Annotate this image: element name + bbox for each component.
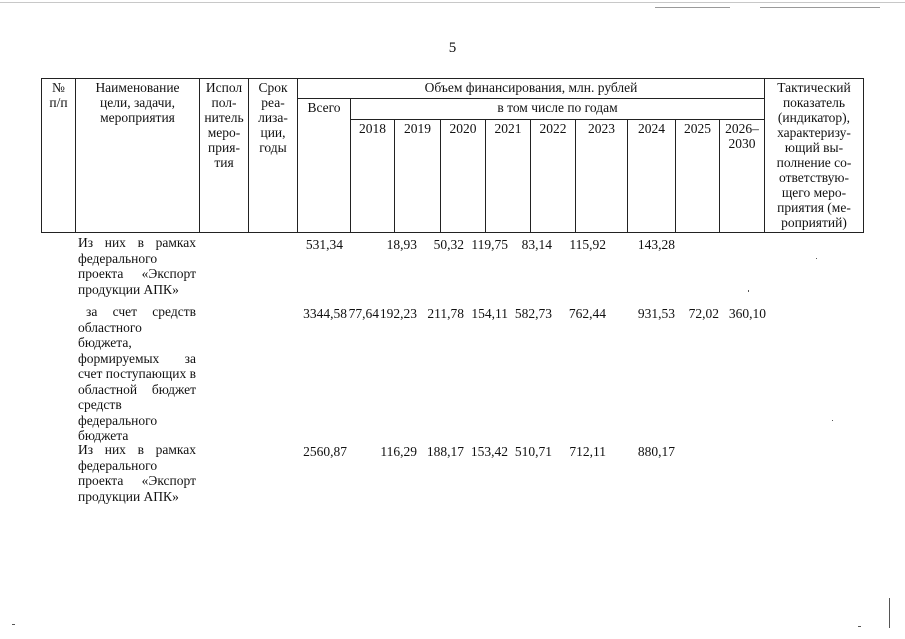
row-value-2021: 119,75 bbox=[471, 237, 508, 252]
header-indicator: Тактический показатель (индикатор), характеризу- ющий вы- полнение со- ответствую- щего меро- приятия (ме- роприятий) bbox=[765, 79, 864, 233]
row-value-2021: 154,11 bbox=[471, 306, 508, 321]
row-value-2019: 18,93 bbox=[386, 237, 417, 252]
scan-speck bbox=[832, 420, 833, 421]
header-funding: Объем финансирования, млн. рублей bbox=[298, 79, 765, 99]
row-label: Из них в рамках федерального проекта «Экспорт продукции АПК» bbox=[78, 235, 196, 297]
row-value-2021: 153,42 bbox=[470, 444, 508, 459]
header-year: 2020 bbox=[441, 120, 486, 233]
row-value-2018: 77,64 bbox=[348, 306, 379, 321]
row-total: 531,34 bbox=[305, 237, 343, 252]
row-label: за счет средств областного бюджета, формируемых за счет поступающих в областной бюджет средств федерального бюджета bbox=[78, 304, 196, 443]
header-by-years: в том числе по годам bbox=[351, 99, 765, 120]
scan-mark bbox=[655, 7, 730, 8]
header-year: 2026– 2030 bbox=[720, 120, 765, 233]
header-year: 2018 bbox=[351, 120, 395, 233]
header-year: 2024 bbox=[628, 120, 676, 233]
header-term: Срок реа- лиза- ции, годы bbox=[249, 79, 298, 233]
header-number: № п/п bbox=[42, 79, 76, 233]
row-value-2020: 188,17 bbox=[426, 444, 464, 459]
header-year: 2025 bbox=[676, 120, 720, 233]
scan-speck bbox=[816, 258, 817, 259]
row-value-2023: 762,44 bbox=[568, 306, 606, 321]
row-total: 2560,87 bbox=[303, 444, 347, 459]
header-year: 2023 bbox=[576, 120, 628, 233]
header-year: 2021 bbox=[486, 120, 531, 233]
header-name: Наименование цели, задачи, мероприятия bbox=[76, 79, 200, 233]
row-value-2022: 510,71 bbox=[514, 444, 552, 459]
row-value-2024: 143,28 bbox=[637, 237, 675, 252]
scan-speck bbox=[889, 598, 890, 628]
header-year: 2022 bbox=[531, 120, 576, 233]
row-value-2023: 115,92 bbox=[569, 237, 606, 252]
scan-speck bbox=[748, 290, 749, 292]
row-value-2020: 50,32 bbox=[433, 237, 464, 252]
row-value-2023: 712,11 bbox=[569, 444, 606, 459]
row-value-2019: 116,29 bbox=[380, 444, 417, 459]
row-value-2019: 192,23 bbox=[379, 306, 417, 321]
row-value-2025: 72,02 bbox=[688, 306, 719, 321]
row-label: Из них в рамках федерального проекта «Экспорт продукции АПК» bbox=[78, 442, 196, 504]
row-value-2024: 931,53 bbox=[637, 306, 675, 321]
row-value-2024: 880,17 bbox=[637, 444, 675, 459]
row-value-2020: 211,78 bbox=[427, 306, 464, 321]
header-executor: Испол пол- нитель меро- прия- тия bbox=[200, 79, 249, 233]
header-year: 2019 bbox=[395, 120, 441, 233]
row-value-2022: 582,73 bbox=[514, 306, 552, 321]
financing-table-header bbox=[41, 78, 864, 233]
row-value-2026-2030: 360,10 bbox=[728, 306, 766, 321]
row-total: 3344,58 bbox=[303, 306, 347, 321]
scan-speck bbox=[12, 624, 15, 625]
scan-mark bbox=[760, 7, 880, 8]
scan-edge-line bbox=[0, 2, 905, 3]
header-total: Всего bbox=[298, 99, 351, 233]
page-number: 5 bbox=[448, 40, 457, 56]
row-value-2022: 83,14 bbox=[521, 237, 552, 252]
scan-speck bbox=[858, 626, 861, 627]
